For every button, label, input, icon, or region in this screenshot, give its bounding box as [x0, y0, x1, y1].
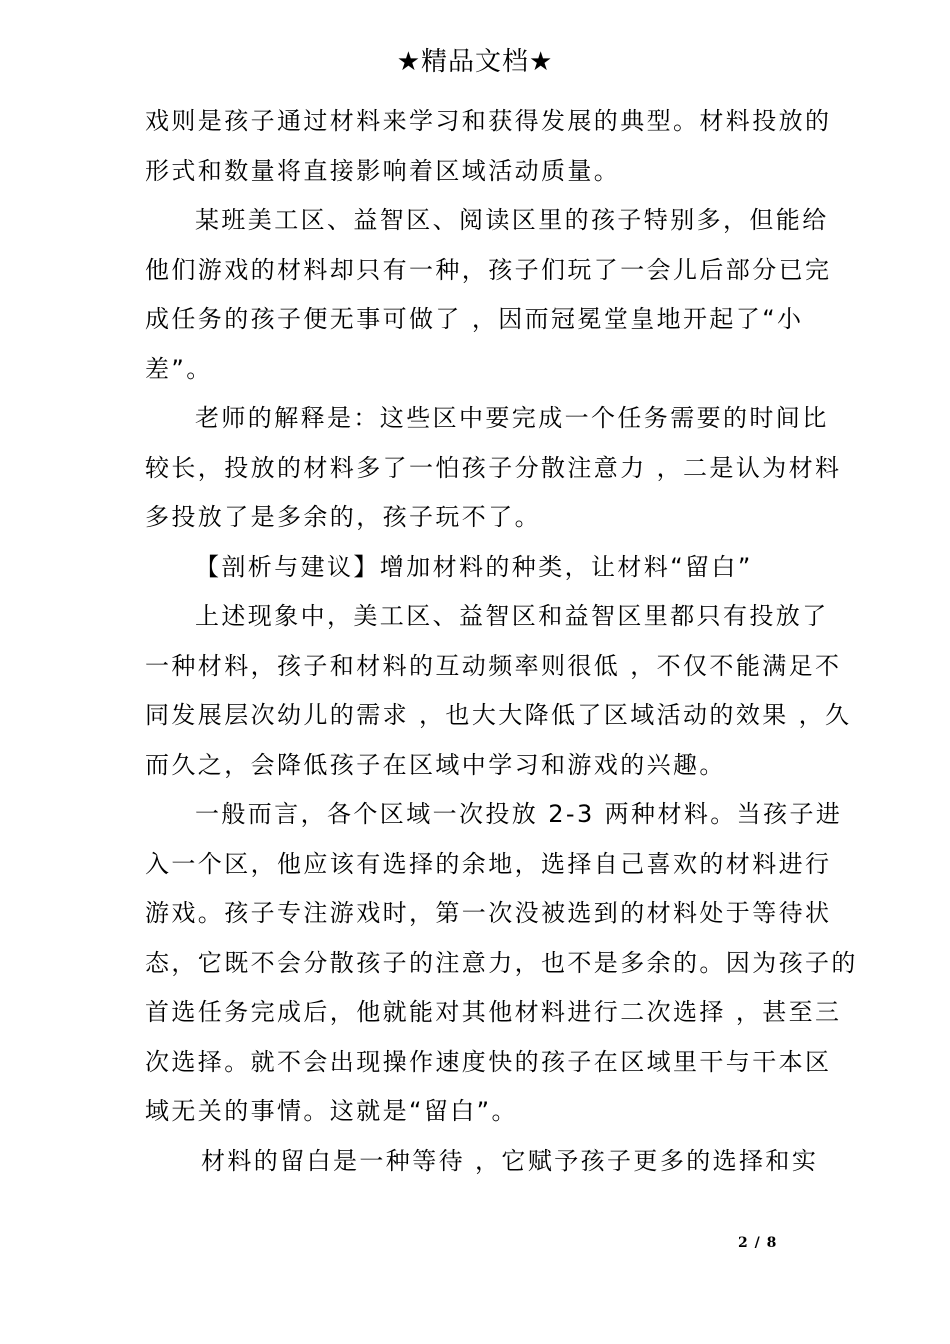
text-line: 游戏。孩子专注游戏时，第一次没被选到的材料处于等待状 [145, 899, 832, 927]
section-heading: 【剖析与建议】增加材料的种类，让材料“留白” [195, 552, 753, 581]
text-line: 较长，投放的材料多了一怕孩子分散注意力 ，二是认为材料 [145, 453, 842, 482]
text-line: 老师的解释是：这些区中要完成一个任务需要的时间比 [195, 404, 829, 432]
text-line: 上述现象中，美工区、益智区和益智区里都只有投放了 [195, 602, 829, 630]
page-number: 2 / 8 [738, 1235, 778, 1251]
text-line: 他们游戏的材料却只有一种，孩子们玩了一会儿后部分已完 [145, 255, 832, 284]
text-line: 多投放了是多余的，孩子玩不了。 [145, 503, 541, 531]
text-line: 差”。 [145, 354, 213, 383]
text-line: 次选择。就不会出现操作速度快的孩子在区域里干与干本区 [145, 1047, 832, 1076]
text-line: 材料的留白是一种等待 ，它赋予孩子更多的选择和实 [201, 1146, 819, 1175]
text-line: 成任务的孩子便无事可做了 ，因而冠冕堂皇地开起了“小 [145, 305, 804, 333]
text-line: 域无关的事情。这就是“留白”。 [145, 1097, 518, 1125]
text-line: 入一个区，他应该有选择的余地，选择自己喜欢的材料进行 [145, 849, 832, 878]
text-line: 一般而言，各个区域一次投放 2-3 两种材料。当孩子进 [195, 800, 843, 828]
text-line: 首选任务完成后，他就能对其他材料进行二次选择 ，甚至三 [145, 998, 842, 1026]
text-line: 戏则是孩子通过材料来学习和获得发展的典型。材料投放的 [145, 107, 832, 135]
text-line: 形式和数量将直接影响着区域活动质量。 [145, 156, 621, 185]
text-line: 一种材料，孩子和材料的互动频率则很低 ，不仅不能满足不 [145, 651, 842, 680]
text-line: 同发展层次幼儿的需求 ，也大大降低了区域活动的效果 ，久 [145, 701, 852, 729]
document-body [145, 97, 858, 1186]
text-line: 而久之，会降低孩子在区域中学习和游戏的兴趣。 [145, 750, 726, 779]
text-line: 态，它既不会分散孩子的注意力，也不是多余的。因为孩子的 [145, 948, 858, 977]
text-line: 某班美工区、益智区、阅读区里的孩子特别多，但能给 [195, 206, 829, 234]
document-header: ★精品文档★ [396, 47, 554, 77]
